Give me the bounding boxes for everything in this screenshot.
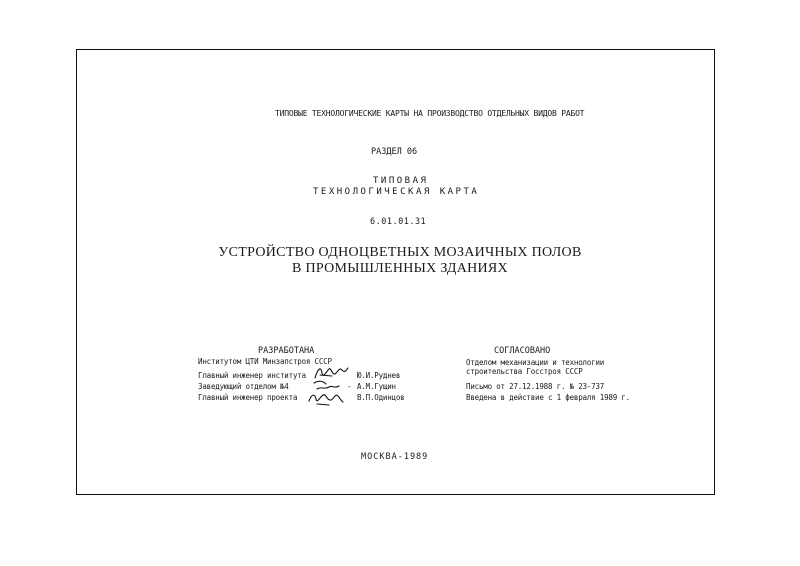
developed-organization: Институтом ЦТИ Минзапстроя СССР <box>198 357 332 366</box>
department-head-name: А.М.Гущин <box>357 382 396 391</box>
effective-date: Введена в действие с 1 февраля 1989 г. <box>466 393 630 402</box>
main-title-line2: В ПРОМЫШЛЕННЫХ ЗДАНИЯХ <box>292 261 508 276</box>
chief-engineer-position: Главный инженер института <box>198 371 306 380</box>
signature-project-engineer <box>305 389 345 407</box>
doc-type-line1: ТИПОВАЯ <box>373 176 429 186</box>
chief-engineer-name: Ю.И.Руднев <box>357 371 401 380</box>
project-engineer-name: В.П.Одинцов <box>357 393 405 402</box>
doc-code: 6.01.01.31 <box>370 217 427 227</box>
project-engineer-position: Главный инженер проекта <box>198 393 298 402</box>
department-head-position: Заведующий отделом №4 <box>198 382 289 391</box>
main-title-line1: УСТРОЙСТВО ОДНОЦВЕТНЫХ МОЗАИЧНЫХ ПОЛОВ <box>218 245 582 260</box>
agreed-org-line2: строительства Госстроя СССР <box>466 367 583 376</box>
series-title: ТИПОВЫЕ ТЕХНОЛОГИЧЕСКИЕ КАРТЫ НА ПРОИЗВОДСТВО ОТДЕЛЬНЫХ ВИДОВ РАБОТ <box>275 109 585 118</box>
section-label: РАЗДЕЛ 06 <box>371 147 418 157</box>
signature-dash: - <box>347 382 352 391</box>
agreed-org-line1: Отделом механизации и технологии <box>466 358 605 367</box>
doc-type-line2: ТЕХНОЛОГИЧЕСКАЯ КАРТА <box>313 187 480 197</box>
agreed-heading: СОГЛАСОВАНО <box>494 346 551 356</box>
developed-heading: РАЗРАБОТАНА <box>258 346 315 356</box>
city-year: МОСКВА-1989 <box>361 452 429 462</box>
agreed-letter: Письмо от 27.12.1988 г. № 23-737 <box>466 382 605 391</box>
